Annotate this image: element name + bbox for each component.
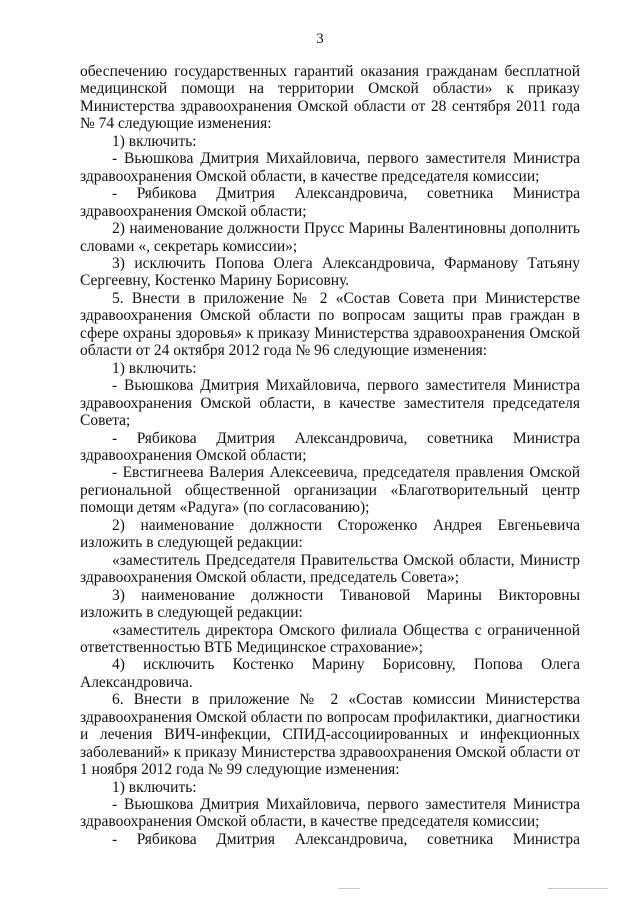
paragraph: - Вьюшкова Дмитрия Михайловича, первого заместителя Министра здравоохранения Омской области, в качестве председателя комиссии;: [80, 150, 580, 185]
scan-artifact: [338, 888, 360, 889]
paragraph: 1) включить:: [112, 359, 197, 377]
paragraph: 4) исключить Костенко Марину Борисовну, Попова Олега Александровича.: [80, 656, 580, 691]
paragraph: - Евстигнеева Валерия Алексеевича, председателя правления Омской региональной общественной организации «Благотворительный центр помощи детям «Радуга» (по согласованию);: [80, 464, 580, 517]
paragraph: обеспечению государственных гарантий оказания гражданам бесплатной медицинской помощи на территории Омской области» к приказу Министерства здравоохранения Омской области от 28 сентября 2011 года № 74 следующие изменения:: [80, 63, 580, 133]
scan-artifact: [548, 888, 608, 889]
paragraph: - Вьюшкова Дмитрия Михайловича, первого заместителя Министра здравоохранения Омской области, в качестве заместителя председателя Совета;: [80, 377, 580, 430]
paragraph: 2) наименование должности Прусс Марины Валентиновны дополнить словами «, секретарь комиссии»;: [80, 220, 580, 255]
paragraph: 2) наименование должности Стороженко Андрея Евгеньевича изложить в следующей редакции:: [80, 516, 580, 552]
paragraph: 3) наименование должности Тивановой Марины Викторовны изложить в следующей редакции:: [80, 586, 580, 622]
paragraph: - Рябикова Дмитрия Александровича, советника Министра: [112, 830, 580, 848]
paragraph: «заместитель директора Омского филиала Общества с ограниченной ответственностью ВТБ Медицинское страхование»;: [80, 621, 580, 656]
paragraph: - Вьюшкова Дмитрия Михайловича, первого заместителя Министра здравоохранения Омской области, в качестве председателя комиссии;: [80, 796, 580, 831]
paragraph: - Рябикова Дмитрия Александровича, советника Министра здравоохранения Омской области;: [80, 185, 580, 220]
paragraph: «заместитель Председателя Правительства Омской области, Министр здравоохранения Омской области, председатель Совета»;: [80, 551, 580, 587]
page-number: 3: [316, 31, 324, 47]
paragraph: 6. Внести в приложение № 2 «Состав комиссии Министерства здравоохранения Омской области по вопросам профилактики, диагностики и лечения ВИЧ-инфекции, СПИД-ассоциированных и инфекционных заболеваний» к приказу Министерства здравоохранения Омской области от 1 ноября 2012 года № 99 следующие изменения:: [80, 691, 580, 779]
paragraph: 5. Внести в приложение № 2 «Состав Совета при Министерстве здравоохранения Омской области по вопросам защиты прав граждан в сфере охраны здоровья» к приказу Министерства здравоохранения Омской области от 24 октября 2012 года № 96 следующие изменения:: [80, 289, 580, 360]
paragraph: - Рябикова Дмитрия Александровича, советника Министра здравоохранения Омской области;: [80, 429, 580, 464]
document-body: [80, 63, 580, 848]
paragraph: 1) включить:: [112, 778, 197, 796]
paragraph: 1) включить:: [112, 132, 197, 150]
paragraph: 3) исключить Попова Олега Александровича, Фарманову Татьяну Сергеевну, Костенко Марину Борисовну.: [80, 254, 580, 290]
